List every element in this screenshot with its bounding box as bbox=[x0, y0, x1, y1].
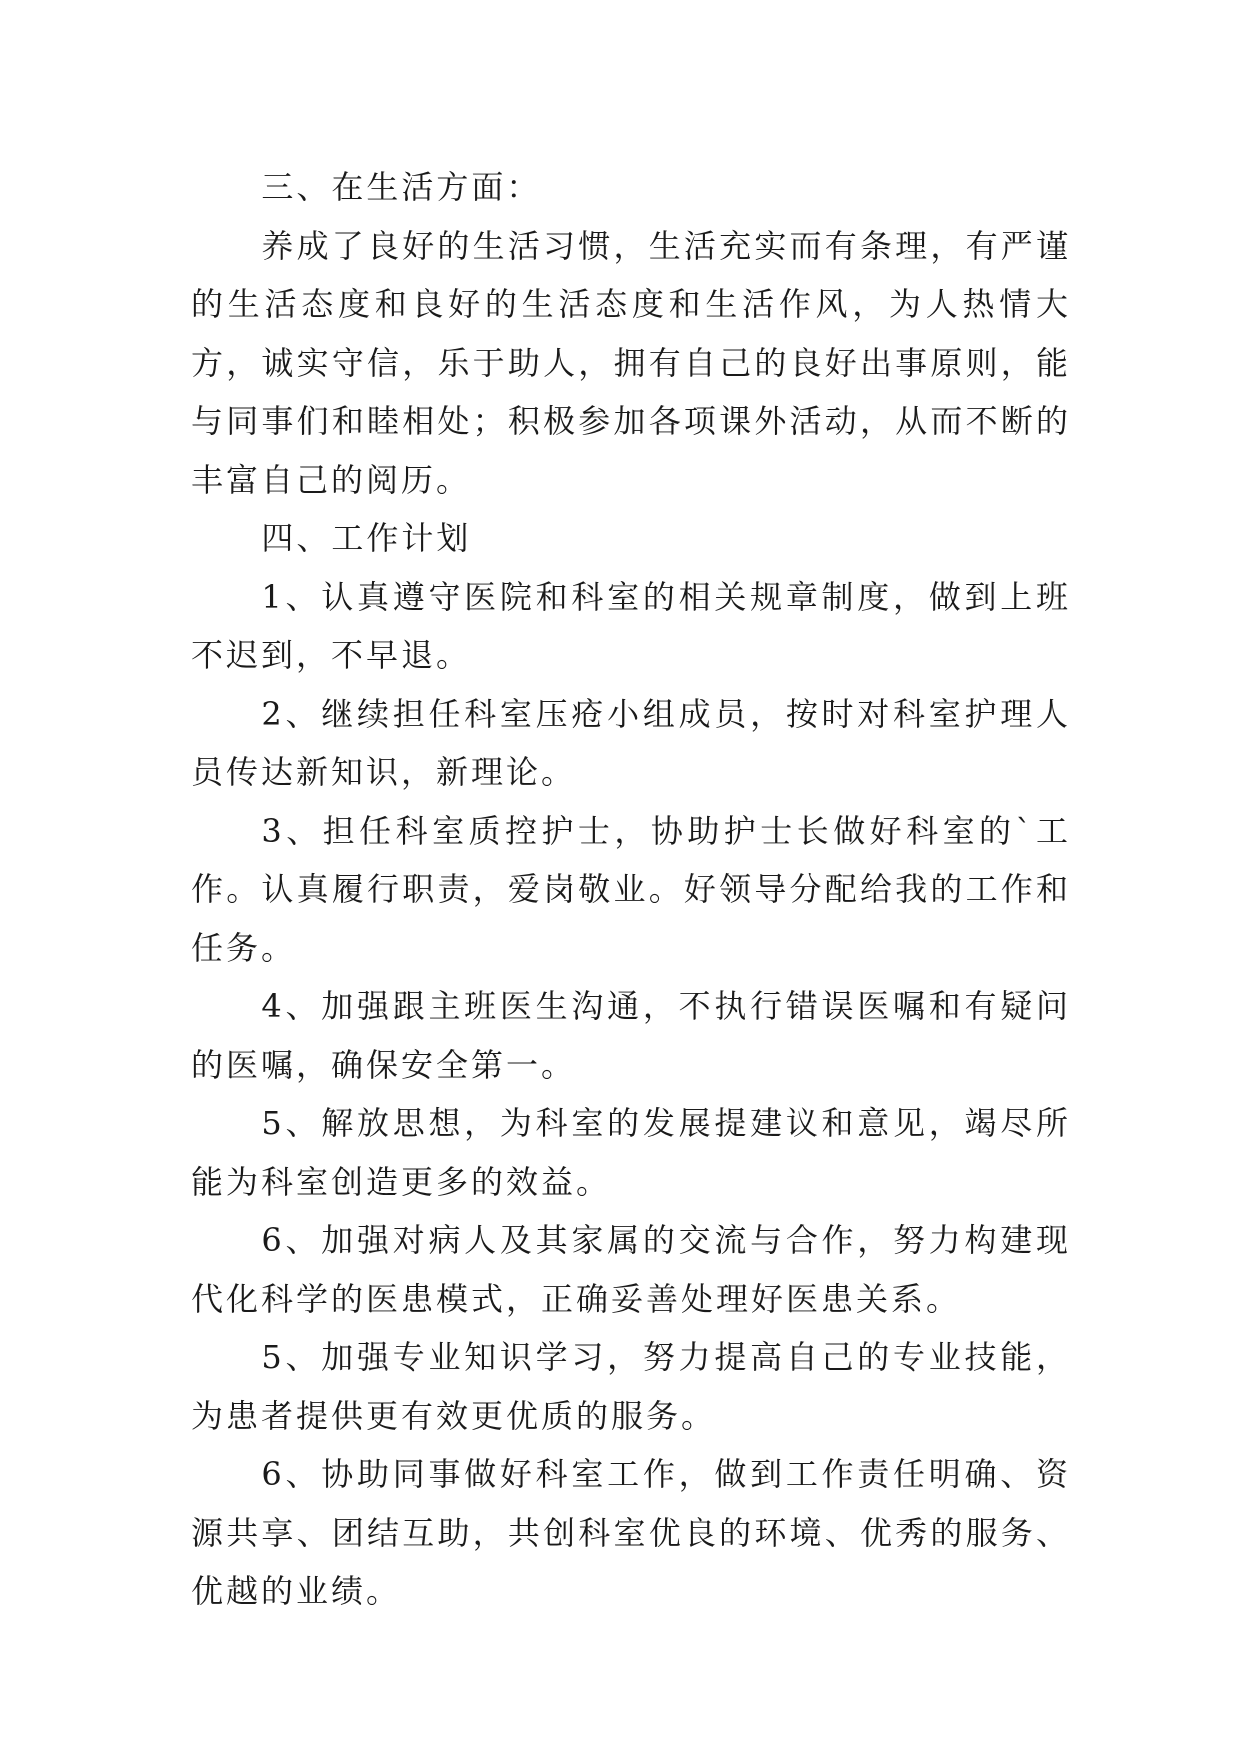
plan-item-4: 4、加强跟主班医生沟通，不执行错误医嘱和有疑问的医嘱，确保安全第一。 bbox=[191, 987, 1071, 1084]
plan-item-3: 3、担任科室质控护士，协助护士长做好科室的`工作。认真履行职责，爱岗敬业。好领导分配给我的工作和任务。 bbox=[191, 811, 1071, 967]
plan-item-5: 5、解放思想，为科室的发展提建议和意见，竭尽所能为科室创造更多的效益。 bbox=[191, 1104, 1071, 1201]
plan-item-2: 2、继续担任科室压疮小组成员，按时对科室护理人员传达新知识，新理论。 bbox=[191, 694, 1071, 791]
plan-item-8: 6、协助同事做好科室工作，做到工作责任明确、资源共享、团结互助，共创科室优良的环境、优秀的服务、优越的业绩。 bbox=[191, 1455, 1071, 1610]
paragraph-life-habits: 养成了良好的生活习惯，生活充实而有条理，有严谨的生活态度和良好的生活态度和生活作风，为人热情大方，诚实守信，乐于助人，拥有自己的良好出事原则，能与同事们和睦相处；积极参加各项课外活动，从而不断的丰富自己的阅历。 bbox=[191, 226, 1071, 499]
plan-item-7: 5、加强专业知识学习，努力提高自己的专业技能，为患者提供更有效更优质的服务。 bbox=[191, 1338, 1071, 1435]
document-body bbox=[191, 158, 1071, 1621]
section-heading-life: 三、在生活方面： bbox=[261, 168, 542, 206]
plan-item-6: 6、加强对病人及其家属的交流与合作，努力构建现代化科学的医患模式，正确妥善处理好医患关系。 bbox=[191, 1221, 1071, 1318]
plan-item-1: 1、认真遵守医院和科室的相关规章制度，做到上班不迟到，不早退。 bbox=[191, 577, 1071, 674]
section-heading-work-plan: 四、工作计划 bbox=[261, 519, 472, 557]
